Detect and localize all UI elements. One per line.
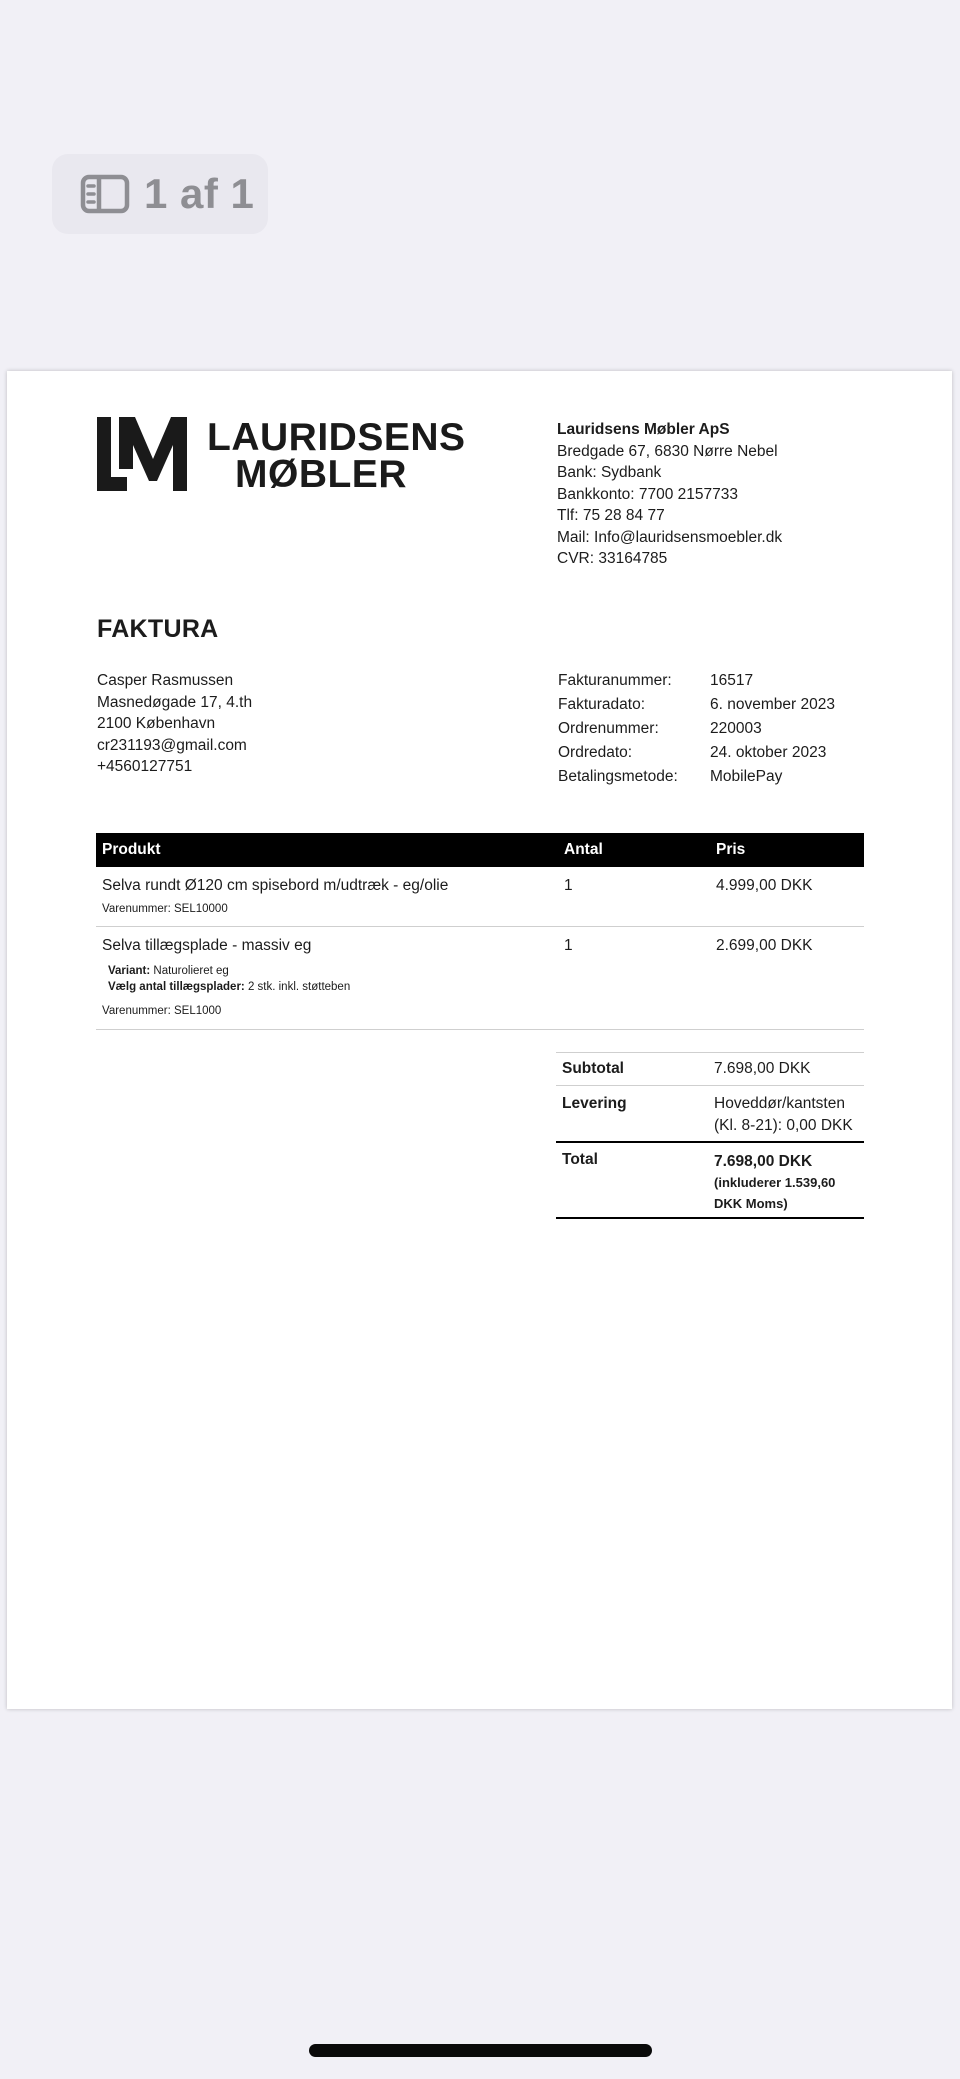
customer-email[interactable]: cr231193@gmail.com (97, 736, 247, 754)
customer-phone[interactable]: +4560127751 (97, 758, 193, 775)
meta-row (558, 669, 835, 693)
company-cvr: CVR: 33164785 (557, 550, 668, 567)
meta-row (558, 741, 835, 765)
meta-value: 16517 (710, 672, 754, 689)
meta-row (558, 765, 835, 789)
customer-info (97, 670, 252, 778)
meta-value: 6. november 2023 (710, 696, 835, 713)
total-row (556, 1141, 864, 1219)
customer-name: Casper Rasmussen (97, 672, 234, 689)
item-options (102, 963, 558, 995)
item-qty: 1 (564, 877, 573, 894)
item-name: Selva rundt Ø120 cm spisebord m/udtræk - eg/olie (102, 877, 449, 894)
logo-text-line2: MØBLER (235, 453, 407, 496)
table-header (96, 833, 864, 867)
header-qty: Antal (564, 841, 603, 858)
line-items-table (96, 833, 864, 1030)
vat-note: (inkluderer 1.539,60 (714, 1175, 836, 1190)
item-name: Selva tillægsplade - massiv eg (102, 937, 312, 954)
company-bank: Bank: Sydbank (557, 464, 662, 481)
table-row (96, 927, 864, 1030)
total-label: Total (562, 1151, 598, 1168)
logo-text-line1: LAURIDSENS (207, 416, 466, 459)
company-mail[interactable]: Mail: Info@lauridsensmoebler.dk (557, 528, 783, 546)
company-account: Bankkonto: 7700 2157733 (557, 485, 738, 503)
subtotal-row (556, 1052, 864, 1085)
item-sku: Varenummer: SEL10000 (102, 903, 228, 915)
meta-label: Fakturanummer: (558, 672, 672, 689)
item-price: 4.999,00 DKK (716, 877, 813, 894)
meta-label: Ordredato: (558, 744, 633, 761)
meta-label: Ordrenummer: (558, 720, 659, 737)
delivery-value: Hoveddør/kantsten (714, 1095, 845, 1112)
subtotal-value: 7.698,00 DKK (714, 1060, 811, 1077)
meta-label: Betalingsmetode: (558, 768, 678, 785)
item-price: 2.699,00 DKK (716, 937, 813, 954)
lm-monogram-icon (97, 417, 193, 491)
document-title: FAKTURA (97, 615, 219, 643)
customer-city: 2100 København (97, 715, 216, 732)
company-name: Lauridsens Møbler ApS (557, 421, 730, 438)
header-product: Produkt (102, 841, 161, 858)
subtotal-label: Subtotal (562, 1060, 624, 1077)
meta-value: 24. oktober 2023 (710, 744, 827, 761)
company-logo (97, 416, 466, 496)
vat-note-cont: DKK Moms) (714, 1196, 788, 1211)
company-address: Bredgade 67, 6830 Nørre Nebel (557, 442, 778, 460)
customer-street: Masnedøgade 17, 4.th (97, 693, 253, 711)
delivery-label: Levering (562, 1095, 627, 1112)
table-row (96, 867, 864, 927)
home-indicator[interactable] (309, 2044, 652, 2057)
company-info (557, 419, 782, 570)
sidebar-icon (80, 174, 130, 214)
header-price: Pris (716, 841, 746, 858)
item-qty: 1 (564, 937, 573, 954)
option-label: Vælg antal tillægsplader: (108, 981, 245, 993)
company-phone: Tlf: 75 28 84 77 (557, 507, 665, 524)
meta-label: Fakturadato: (558, 696, 646, 713)
totals-table (556, 1052, 864, 1219)
meta-row (558, 717, 835, 741)
page-counter-label: 1 af 1 (144, 170, 255, 217)
option-value: 2 stk. inkl. støtteben (247, 981, 351, 993)
item-sku: Varenummer: SEL1000 (102, 1005, 222, 1017)
delivery-value-cost: (Kl. 8-21): 0,00 DKK (714, 1117, 853, 1134)
meta-value: 220003 (710, 720, 762, 737)
variant-value: Naturolieret eg (153, 965, 229, 977)
meta-row (558, 693, 835, 717)
delivery-row (556, 1085, 864, 1141)
invoice-meta (558, 669, 835, 789)
meta-value: MobilePay (710, 768, 783, 785)
invoice-page[interactable] (7, 371, 952, 1709)
variant-label: Variant: (108, 965, 151, 977)
total-value: 7.698,00 DKK (714, 1153, 813, 1170)
page-counter-badge[interactable] (52, 154, 268, 234)
